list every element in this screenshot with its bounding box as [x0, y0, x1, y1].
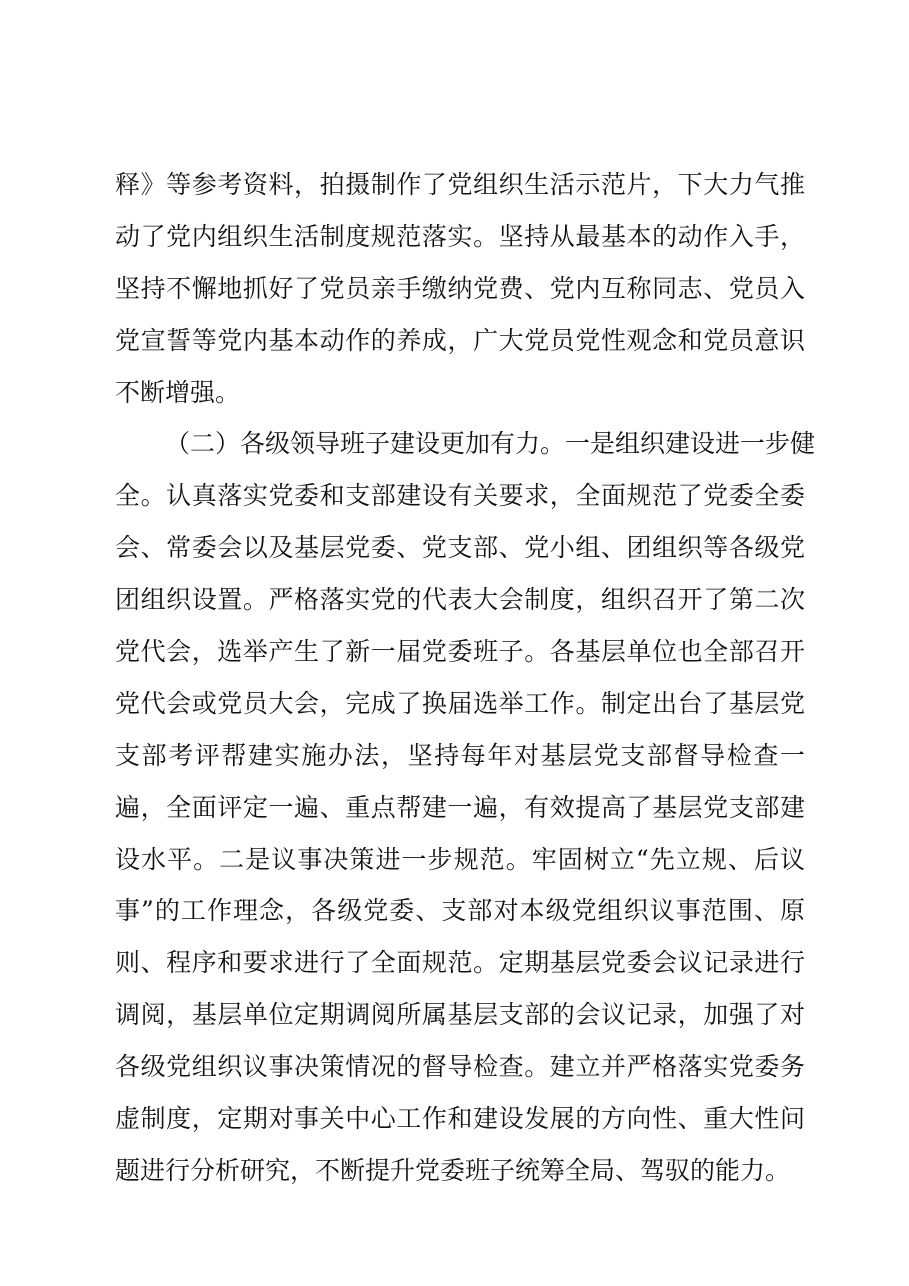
- text-line: 题进行分析研究，不断提升党委班子统筹全局、驾驭的能力。: [115, 1155, 791, 1185]
- text-line: 遍，全面评定一遍、重点帮建一遍，有效提高了基层党支部建: [115, 792, 805, 822]
- text-line: 党代会或党员大会，完成了换届选举工作。制定出台了基层党: [115, 688, 805, 718]
- text-line: 全。认真落实党委和支部建设有关要求，全面规范了党委全委: [115, 481, 805, 511]
- text-line: 动了党内组织生活制度规范落实。坚持从最基本的动作入手，: [115, 221, 805, 251]
- text-line: 各级党组织议事决策情况的督导检查。建立并严格落实党委务: [115, 1052, 805, 1082]
- text-line: 坚持不懈地抓好了党员亲手缴纳党费、党内互称同志、党员入: [115, 273, 805, 303]
- text-line: 设水平。二是议事决策进一步规范。牢固树立“先立规、后议: [115, 844, 805, 874]
- text-line: 事”的工作理念，各级党委、支部对本级党组织议事范围、原: [115, 896, 805, 926]
- text-line: 会、常委会以及基层党委、党支部、党小组、团组织等各级党: [115, 533, 805, 563]
- text-line: 团组织设置。严格落实党的代表大会制度，组织召开了第二次: [115, 585, 805, 615]
- text-line: 则、程序和要求进行了全面规范。定期基层党委会议记录进行: [115, 948, 805, 978]
- body-text: [115, 162, 816, 1200]
- text-line: 党代会，选举产生了新一届党委班子。各基层单位也全部召开: [115, 637, 805, 667]
- text-line: （二）各级领导班子建设更加有力。一是组织建设进一步健: [165, 429, 816, 459]
- text-line: 调阅，基层单位定期调阅所属基层支部的会议记录，加强了对: [115, 1000, 805, 1030]
- text-line: 党宣誓等党内基本动作的养成，广大党员党性观念和党员意识: [115, 325, 805, 355]
- text-line: 支部考评帮建实施办法，坚持每年对基层党支部督导检查一: [115, 740, 805, 770]
- text-line: 释》等参考资料，拍摄制作了党组织生活示范片，下大力气推: [115, 170, 805, 199]
- text-line: 虚制度，定期对事关中心工作和建设发展的方向性、重大性问: [115, 1104, 805, 1134]
- text-line: 不断增强。: [115, 377, 241, 407]
